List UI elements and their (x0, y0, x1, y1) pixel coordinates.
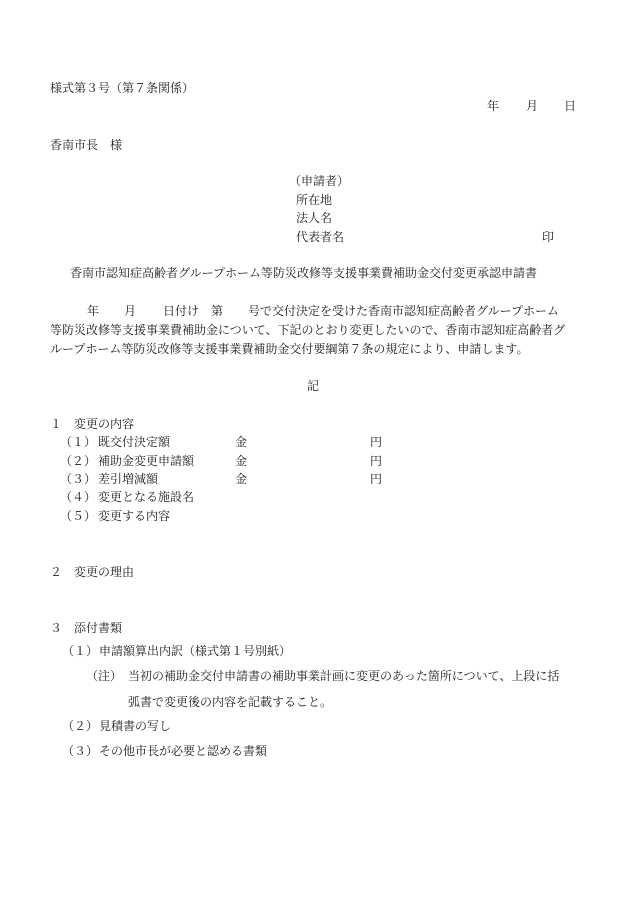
list-item (0, 510, 630, 524)
text-span: 年 (87, 304, 100, 318)
text-span: 円 (370, 454, 383, 468)
text-span: 円 (370, 435, 383, 449)
document-title: 香南市認知症高齢者グループホーム等防災改修等支援事業費補助金交付変更承認申請書 (70, 266, 538, 280)
list-item (0, 455, 630, 469)
form-number: 様式第３号（第７条関係） (50, 81, 195, 95)
address-label: 所在地 (296, 193, 333, 207)
body-line-3: ループホーム等防災改修等支援事業費補助金交付要綱第７条の規定により、申請します。 (50, 342, 529, 356)
representative-label: 代表者名 (296, 230, 345, 244)
text-span: 円 (370, 472, 383, 486)
list-item (0, 436, 630, 450)
note-line-1 (0, 670, 630, 684)
ki-mark: 記 (307, 379, 320, 393)
list-item (0, 720, 630, 734)
text-span: 変更する内容 (98, 509, 171, 523)
date-line (0, 100, 630, 114)
section-2-heading: ２ 変更の理由 (50, 565, 135, 579)
note-line-2: 弧書で変更後の内容を記載すること。 (128, 695, 333, 709)
corporation-label: 法人名 (296, 211, 333, 225)
text-span: 見積書の写し (99, 719, 172, 733)
text-span: その他市長が必要と認める書類 (99, 744, 268, 758)
text-span: 第 (211, 304, 224, 318)
text-span: 金 (235, 435, 248, 449)
body-line-1 (0, 305, 630, 319)
text-span: 金 (235, 454, 248, 468)
list-item (0, 473, 630, 487)
applicant-heading: （申請者） (289, 174, 350, 188)
date-day: 日 (564, 99, 577, 113)
body-line-2: 等防災改修等支援事業費補助金について、下記のとおり変更したいので、香南市認知症高齢者グ (50, 323, 566, 337)
text-span: 当初の補助金交付申請書の補助事業計画に変更のあった箇所について、上段に括 (128, 669, 560, 683)
seal-mark: 印 (542, 230, 555, 244)
note-mark: （注） (86, 669, 123, 683)
section-3-heading: ３ 添付書類 (50, 621, 123, 635)
text-span: 号で交付決定を受けた香南市認知症高齢者グループホーム (248, 304, 560, 318)
text-span: 日付け (163, 304, 200, 318)
text-span: （２） (62, 719, 99, 733)
text-span: 月 (124, 304, 137, 318)
text-span: （３） (62, 744, 99, 758)
list-item (0, 491, 630, 505)
text-span: （４） (60, 490, 97, 504)
text-span: （３） (60, 472, 97, 486)
text-span: （２） (60, 454, 97, 468)
addressee: 香南市長 様 (50, 138, 123, 152)
section-1-heading: １ 変更の内容 (50, 417, 135, 431)
date-month: 月 (526, 99, 539, 113)
list-item (0, 645, 630, 659)
text-span: （１） (60, 435, 97, 449)
text-span: 金 (235, 472, 248, 486)
text-span: 申請額算出内訳（様式第１号別紙） (99, 644, 292, 658)
text-span: 補助金変更申請額 (98, 454, 195, 468)
text-span: 既交付決定額 (98, 435, 171, 449)
text-span: 変更となる施設名 (98, 490, 195, 504)
date-year: 年 (487, 99, 500, 113)
text-span: （１） (62, 644, 99, 658)
text-span: 差引増減額 (98, 472, 159, 486)
list-item (0, 745, 630, 759)
text-span: （５） (60, 509, 97, 523)
